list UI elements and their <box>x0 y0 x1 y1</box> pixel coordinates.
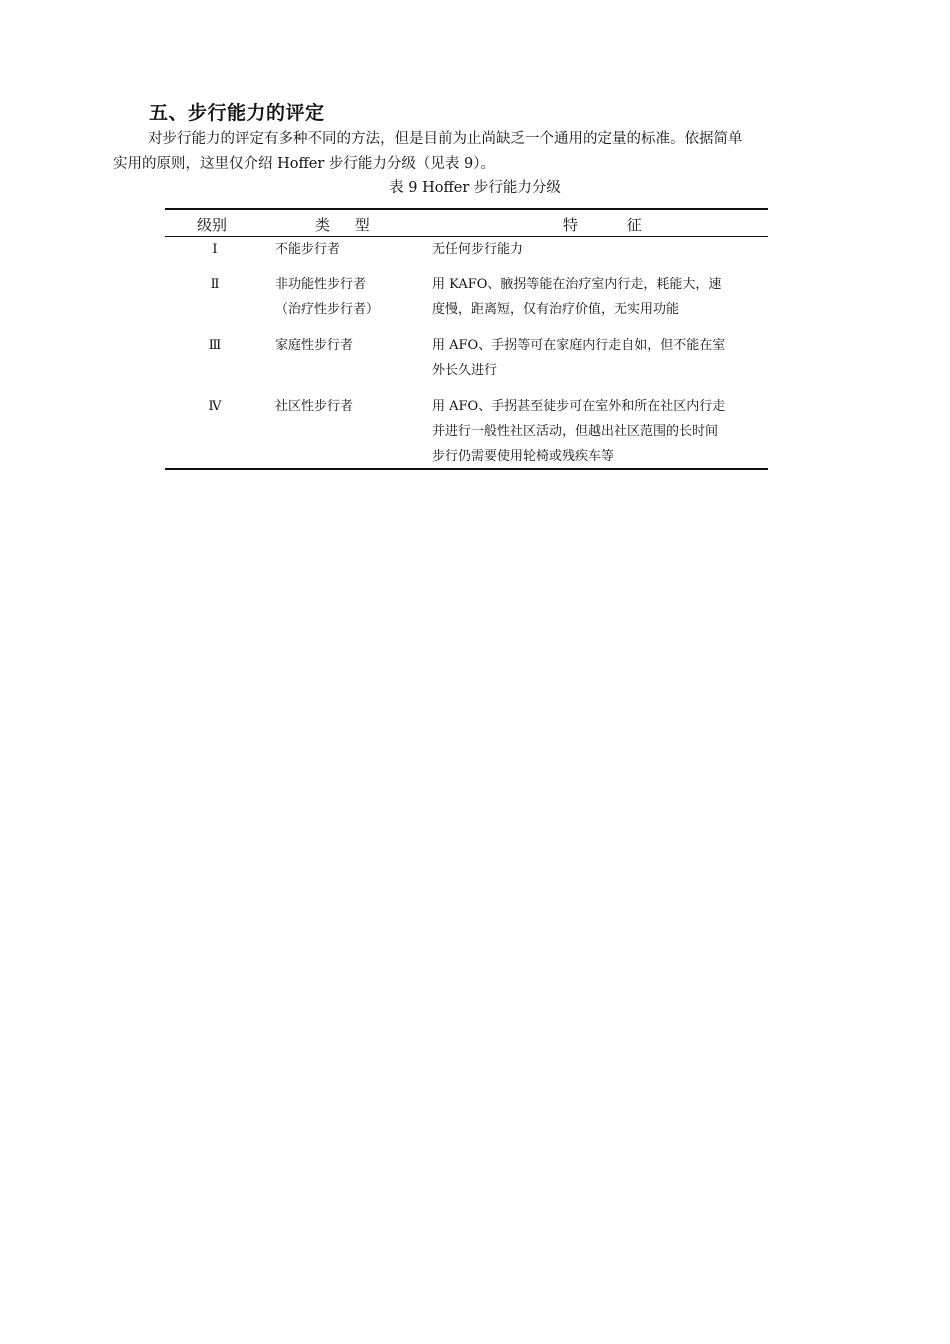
cell-type <box>275 333 425 358</box>
cell-type-line: 非功能性步行者 <box>275 277 367 292</box>
header-feature: 特 征 <box>563 216 664 234</box>
cell-type <box>275 237 425 262</box>
table-caption: 表 9 Hoffer 步行能力分级 <box>389 180 561 196</box>
intro-paragraph <box>113 127 841 177</box>
cell-feature-line: 步行仍需要使用轮椅或残疾车等 <box>432 449 615 464</box>
cell-feature-line: 用 AFO、手拐等可在家庭内行走自如，但不能在室 <box>432 338 726 353</box>
cell-feature-line: 度慢，距离短，仅有治疗价值，无实用功能 <box>432 302 680 317</box>
cell-grade: Ⅳ <box>208 399 222 414</box>
cell-type <box>275 394 425 419</box>
cell-type-line: 不能步行者 <box>275 242 341 257</box>
cell-type-line: （治疗性步行者） <box>275 302 380 317</box>
cell-feature-line: 外长久进行 <box>432 363 498 378</box>
cell-grade: Ⅲ <box>208 338 222 353</box>
cell-feature <box>432 394 762 469</box>
cell-feature <box>432 333 762 383</box>
cell-type-line: 家庭性步行者 <box>275 338 354 353</box>
cell-type <box>275 272 425 322</box>
table-body <box>165 237 768 469</box>
cell-feature <box>432 272 762 322</box>
paragraph-line-2: 实用的原则，这里仅介绍 Hoffer 步行能力分级（见表 9）。 <box>113 156 495 172</box>
header-grade: 级别 <box>197 216 228 234</box>
cell-type-line: 社区性步行者 <box>275 399 354 414</box>
hoffer-table <box>165 208 768 469</box>
cell-grade: Ⅱ <box>210 277 220 292</box>
header-type: 类 型 <box>315 216 380 234</box>
cell-feature-line: 用 KAFO、腋拐等能在治疗室内行走，耗能大，速 <box>432 277 722 292</box>
cell-feature <box>432 237 762 262</box>
paragraph-line-1: 对步行能力的评定有多种不同的方法，但是目前为止尚缺乏一个通用的定量的标准。依据简单 <box>148 131 743 147</box>
table-bottom-rule <box>165 468 768 470</box>
table-header-row <box>165 210 768 236</box>
cell-grade: Ⅰ <box>212 242 218 257</box>
cell-feature-line: 用 AFO、手拐甚至徒步可在室外和所在社区内行走 <box>432 399 726 414</box>
section-heading: 五、步行能力的评定 <box>149 102 325 124</box>
cell-feature-line: 并进行一般性社区活动，但越出社区范围的长时间 <box>432 424 719 439</box>
cell-feature-line: 无任何步行能力 <box>432 242 524 257</box>
